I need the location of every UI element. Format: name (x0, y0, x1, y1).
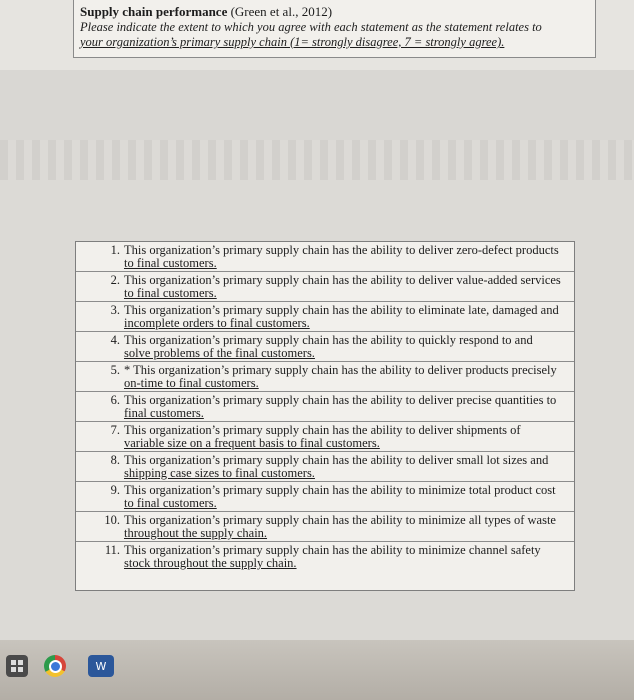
section-title (80, 4, 589, 20)
item-text-line1: This organization’s primary supply chain has the ability to deliver value-added services (124, 273, 561, 287)
item-text-line2: solve problems of the final customers. (124, 346, 315, 360)
app-grid-icon[interactable] (6, 655, 28, 677)
item-text-line2: incomplete orders to final customers. (124, 316, 310, 330)
item-number: 3. (110, 303, 120, 317)
list-item[interactable] (76, 542, 574, 570)
list-item[interactable] (76, 362, 574, 392)
list-item[interactable] (76, 392, 574, 422)
word-icon[interactable] (88, 655, 114, 677)
item-text-line1: This organization’s primary supply chain has the ability to deliver zero-defect products (124, 243, 559, 257)
item-text-line2: to final customers. (124, 286, 217, 300)
item-text-line1: This organization’s primary supply chain has the ability to minimize total product cost (124, 483, 556, 497)
item-number: 4. (110, 333, 120, 347)
list-item[interactable] (76, 452, 574, 482)
item-number: 6. (110, 393, 120, 407)
instruction-line-2: your organization’s primary supply chain (1= strongly disagree, 7 = strongly agree). (80, 35, 505, 49)
item-number: 1. (110, 243, 120, 257)
item-text-line2: shipping case sizes to final customers. (124, 466, 315, 480)
item-number: 2. (110, 273, 120, 287)
item-text-line1: This organization’s primary supply chain has the ability to minimize all types of waste (124, 513, 556, 527)
citation: (Green et al., 2012) (227, 4, 333, 19)
item-number: 7. (110, 423, 120, 437)
list-item[interactable] (76, 332, 574, 362)
section-title-text: Supply chain performance (80, 4, 228, 19)
item-text-line1: This organization’s primary supply chain has the ability to deliver small lot sizes and (124, 453, 549, 467)
item-text-line1: This organization’s primary supply chain has the ability to minimize channel safety (124, 543, 541, 557)
item-text-line2: throughout the supply chain. (124, 526, 268, 540)
item-text-line2: stock throughout the supply chain. (124, 556, 297, 570)
item-number: 8. (110, 453, 120, 467)
item-text-line2: to final customers. (124, 256, 217, 270)
page-separator-band (0, 140, 634, 180)
list-item[interactable] (76, 422, 574, 452)
item-number: 10. (104, 513, 120, 527)
statement-list (75, 241, 575, 591)
list-item[interactable] (76, 272, 574, 302)
item-number: 5. (110, 363, 120, 377)
chrome-icon[interactable] (44, 655, 66, 677)
item-text-line2: variable size on a frequent basis to final customers. (124, 436, 380, 450)
item-text-line2: to final customers. (124, 496, 217, 510)
item-text-line1: This organization’s primary supply chain has the ability to quickly respond to and (124, 333, 533, 347)
word-icon-label: W (95, 659, 107, 673)
item-text-line2: final customers. (124, 406, 204, 420)
item-number: 11. (104, 543, 120, 557)
instruction-line-1: Please indicate the extent to which you agree with each statement as the statement relates to (80, 20, 542, 34)
item-text-line2: on-time to final customers. (124, 376, 259, 390)
list-item[interactable] (76, 512, 574, 542)
item-text-line1: * This organization’s primary supply chain has the ability to deliver products precisely (124, 363, 557, 377)
list-item[interactable] (76, 482, 574, 512)
item-text-line1: This organization’s primary supply chain has the ability to deliver shipments of (124, 423, 521, 437)
item-text-line1: This organization’s primary supply chain has the ability to eliminate late, damaged and (124, 303, 559, 317)
item-text-line1: This organization’s primary supply chain has the ability to deliver precise quantities to (124, 393, 557, 407)
item-number: 9. (110, 483, 120, 497)
list-item[interactable] (76, 302, 574, 332)
header-box (73, 0, 596, 58)
list-item[interactable] (76, 242, 574, 272)
